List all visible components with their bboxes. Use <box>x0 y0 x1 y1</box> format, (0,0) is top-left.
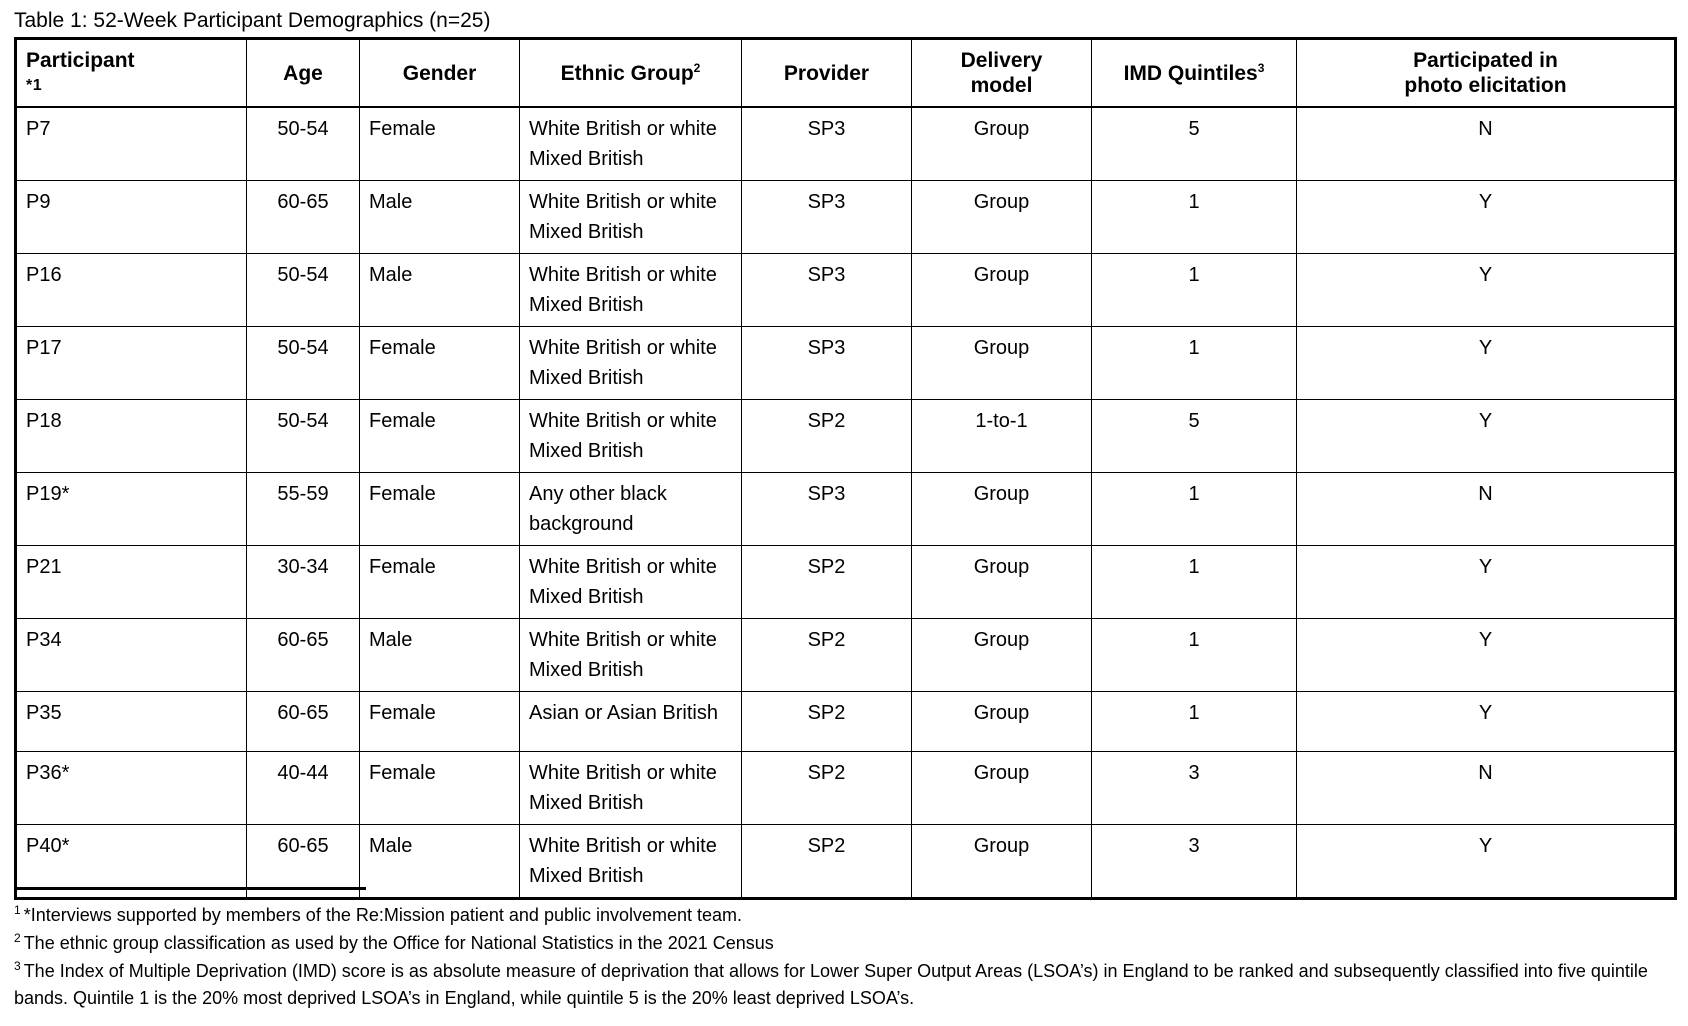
column-header-delivery-model-line2: model <box>970 74 1033 97</box>
column-header-photo-elicitation-line2: photo elicitation <box>1404 74 1567 97</box>
cell-provider: SP3 <box>742 107 912 181</box>
cell-ethnic-group: White British or white Mixed British <box>520 546 742 619</box>
table-header-row-group <box>16 39 1676 108</box>
cell-delivery-model: Group <box>912 254 1092 327</box>
footnote-marker: 3 <box>14 959 21 973</box>
cell-ethnic-group: Asian or Asian British <box>520 692 742 752</box>
footnotes-section <box>14 902 1674 1013</box>
cell-participant: P19* <box>16 473 247 546</box>
column-header-photo-elicitation-line1: Participated in <box>1413 49 1558 72</box>
cell-photo-elicitation: Y <box>1297 546 1676 619</box>
column-header-gender: Gender <box>360 39 520 108</box>
table-row <box>16 181 1676 254</box>
cell-ethnic-group: White British or white Mixed British <box>520 400 742 473</box>
footnote-ref-2: 2 <box>693 60 701 75</box>
cell-gender: Female <box>360 752 520 825</box>
cell-photo-elicitation: Y <box>1297 825 1676 899</box>
cell-photo-elicitation: Y <box>1297 400 1676 473</box>
cell-gender: Male <box>360 825 520 899</box>
table-row <box>16 107 1676 181</box>
footnote-marker: 2 <box>14 931 21 945</box>
column-header-ethnic-group-label: Ethnic Group <box>560 61 694 85</box>
column-header-ethnic-group <box>520 39 742 108</box>
cell-gender: Female <box>360 546 520 619</box>
table-row <box>16 546 1676 619</box>
table-row <box>16 400 1676 473</box>
table-caption: Table 1: 52-Week Participant Demographics (n=25) <box>14 9 491 32</box>
cell-delivery-model: Group <box>912 825 1092 899</box>
cell-ethnic-group: White British or white Mixed British <box>520 619 742 692</box>
cell-participant: P16 <box>16 254 247 327</box>
cell-delivery-model: Group <box>912 327 1092 400</box>
participant-demographics-table <box>14 37 1677 900</box>
cell-provider: SP3 <box>742 254 912 327</box>
cell-provider: SP2 <box>742 752 912 825</box>
cell-age: 40-44 <box>247 752 360 825</box>
column-header-participant <box>16 39 247 108</box>
cell-imd-quintile: 1 <box>1092 327 1297 400</box>
cell-age: 60-65 <box>247 825 360 899</box>
table-row <box>16 752 1676 825</box>
table-body <box>16 107 1676 899</box>
cell-age: 50-54 <box>247 327 360 400</box>
footnote-text: The ethnic group classification as used by the Office for National Statistics in the 2021 Census <box>23 933 774 953</box>
cell-delivery-model: 1-to-1 <box>912 400 1092 473</box>
table-row <box>16 473 1676 546</box>
cell-age: 50-54 <box>247 254 360 327</box>
footnote-marker: 1 <box>14 903 21 917</box>
cell-ethnic-group: White British or white Mixed British <box>520 254 742 327</box>
cell-delivery-model: Group <box>912 107 1092 181</box>
cell-photo-elicitation: N <box>1297 107 1676 181</box>
cell-gender: Female <box>360 473 520 546</box>
cell-gender: Male <box>360 254 520 327</box>
cell-provider: SP3 <box>742 473 912 546</box>
column-header-delivery-model <box>912 39 1092 108</box>
column-header-imd-quintiles-label: IMD Quintiles <box>1123 61 1258 85</box>
cell-ethnic-group: Any other black background <box>520 473 742 546</box>
cell-delivery-model: Group <box>912 546 1092 619</box>
column-header-age: Age <box>247 39 360 108</box>
table-row <box>16 692 1676 752</box>
cell-provider: SP2 <box>742 619 912 692</box>
column-header-photo-elicitation <box>1297 39 1676 108</box>
cell-gender: Male <box>360 619 520 692</box>
cell-participant: P35 <box>16 692 247 752</box>
column-header-participant-label: Participant <box>26 48 135 72</box>
cell-imd-quintile: 1 <box>1092 619 1297 692</box>
cell-ethnic-group: White British or white Mixed British <box>520 825 742 899</box>
cell-imd-quintile: 3 <box>1092 825 1297 899</box>
cell-photo-elicitation: Y <box>1297 181 1676 254</box>
table-row <box>16 619 1676 692</box>
table-row <box>16 327 1676 400</box>
cell-age: 50-54 <box>247 400 360 473</box>
table-row <box>16 254 1676 327</box>
cell-age: 30-34 <box>247 546 360 619</box>
cell-provider: SP2 <box>742 825 912 899</box>
cell-gender: Male <box>360 181 520 254</box>
cell-imd-quintile: 1 <box>1092 692 1297 752</box>
cell-provider: SP2 <box>742 692 912 752</box>
cell-participant: P36* <box>16 752 247 825</box>
cell-ethnic-group: White British or white Mixed British <box>520 752 742 825</box>
cell-imd-quintile: 1 <box>1092 181 1297 254</box>
cell-gender: Female <box>360 327 520 400</box>
table-header-row <box>16 39 1676 108</box>
footnote <box>14 902 1674 929</box>
cell-gender: Female <box>360 107 520 181</box>
footnote-separator-rule <box>14 887 366 890</box>
cell-age: 55-59 <box>247 473 360 546</box>
cell-delivery-model: Group <box>912 473 1092 546</box>
cell-participant: P18 <box>16 400 247 473</box>
cell-imd-quintile: 1 <box>1092 254 1297 327</box>
cell-delivery-model: Group <box>912 619 1092 692</box>
cell-ethnic-group: White British or white Mixed British <box>520 327 742 400</box>
cell-age: 50-54 <box>247 107 360 181</box>
cell-delivery-model: Group <box>912 692 1092 752</box>
cell-delivery-model: Group <box>912 181 1092 254</box>
cell-age: 60-65 <box>247 692 360 752</box>
cell-participant: P9 <box>16 181 247 254</box>
cell-photo-elicitation: Y <box>1297 254 1676 327</box>
cell-participant: P34 <box>16 619 247 692</box>
cell-provider: SP3 <box>742 181 912 254</box>
cell-participant: P21 <box>16 546 247 619</box>
cell-ethnic-group: White British or white Mixed British <box>520 107 742 181</box>
cell-delivery-model: Group <box>912 752 1092 825</box>
cell-gender: Female <box>360 692 520 752</box>
cell-imd-quintile: 1 <box>1092 473 1297 546</box>
cell-imd-quintile: 5 <box>1092 107 1297 181</box>
footnote-text: *Interviews supported by members of the Re:Mission patient and public involvement team. <box>23 905 743 925</box>
column-header-participant-note: *1 <box>26 76 43 94</box>
cell-photo-elicitation: Y <box>1297 619 1676 692</box>
footnote <box>14 958 1674 1012</box>
column-header-imd-quintiles <box>1092 39 1297 108</box>
cell-age: 60-65 <box>247 619 360 692</box>
cell-gender: Female <box>360 400 520 473</box>
cell-ethnic-group: White British or white Mixed British <box>520 181 742 254</box>
cell-photo-elicitation: Y <box>1297 327 1676 400</box>
column-header-delivery-model-line1: Delivery <box>960 49 1043 72</box>
footnote-text: The Index of Multiple Deprivation (IMD) score is as absolute measure of deprivation that allows for Lower Super Output Areas (LSOA’s) in England to be ranked and subsequently classified into five quintile bands. Quintile 1 is the 20% most deprived LSOA’s in England, while quintile 5 is the 20% least deprived LSOA’s. <box>14 961 1648 1008</box>
cell-imd-quintile: 5 <box>1092 400 1297 473</box>
cell-participant: P40* <box>16 825 247 899</box>
footnote-ref-3: 3 <box>1257 60 1265 75</box>
cell-age: 60-65 <box>247 181 360 254</box>
cell-imd-quintile: 3 <box>1092 752 1297 825</box>
cell-participant: P7 <box>16 107 247 181</box>
cell-participant: P17 <box>16 327 247 400</box>
cell-imd-quintile: 1 <box>1092 546 1297 619</box>
cell-photo-elicitation: N <box>1297 473 1676 546</box>
cell-provider: SP2 <box>742 400 912 473</box>
cell-provider: SP3 <box>742 327 912 400</box>
cell-photo-elicitation: Y <box>1297 692 1676 752</box>
cell-provider: SP2 <box>742 546 912 619</box>
footnote <box>14 930 1674 957</box>
column-header-provider: Provider <box>742 39 912 108</box>
cell-photo-elicitation: N <box>1297 752 1676 825</box>
